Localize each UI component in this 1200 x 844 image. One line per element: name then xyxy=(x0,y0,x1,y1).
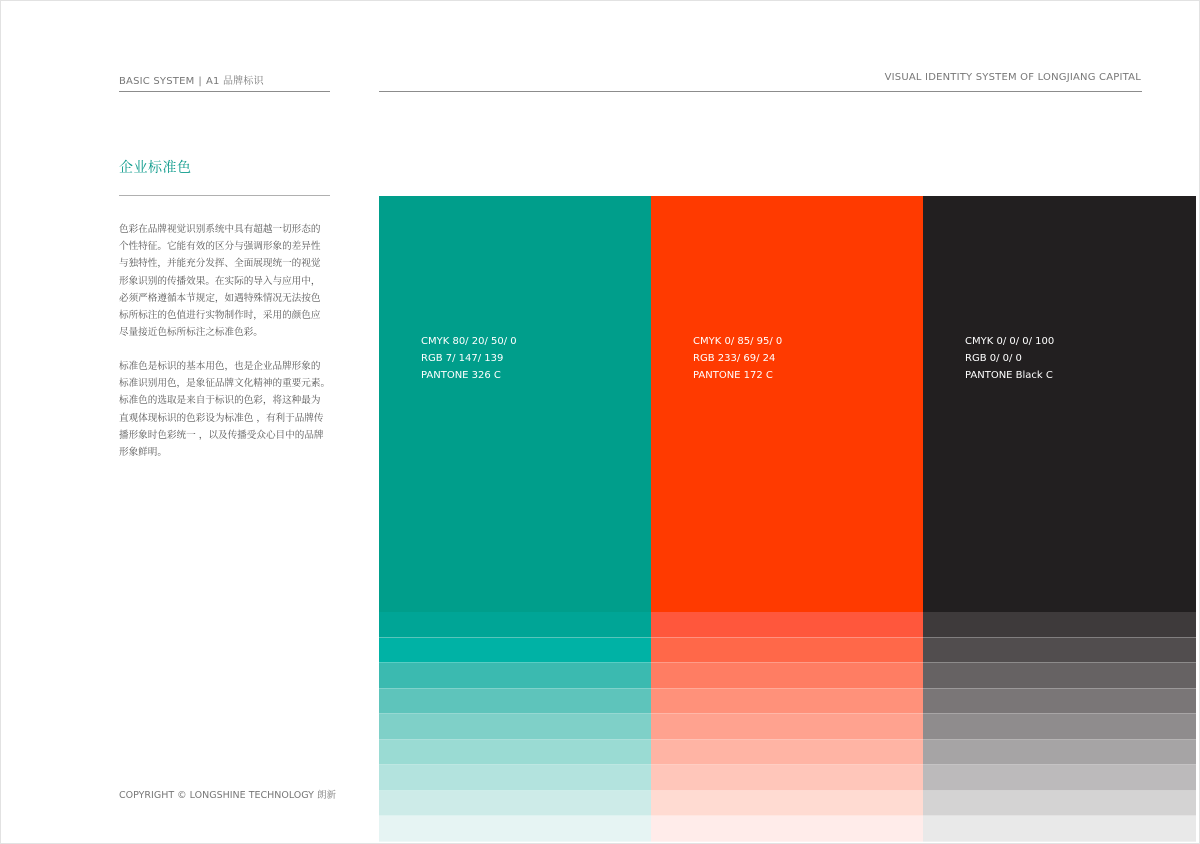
header-right-title: VISUAL IDENTITY SYSTEM OF LONGJIANG CAPITAL xyxy=(884,72,1141,83)
color-spec-red-orange xyxy=(693,333,782,384)
tint-strip xyxy=(923,638,1196,664)
tint-strip xyxy=(923,816,1196,842)
color-column-teal xyxy=(379,196,651,844)
tint-strip xyxy=(923,612,1196,638)
tint-strip xyxy=(651,816,923,842)
tint-strip xyxy=(379,689,651,715)
text-line: 与独特性，并能充分发挥、全面展现统一的视觉 xyxy=(119,258,321,270)
tint-strip xyxy=(379,612,651,638)
tint-strip xyxy=(379,765,651,791)
tint-strip xyxy=(651,663,923,689)
tint-strip xyxy=(923,663,1196,689)
tint-strip xyxy=(651,612,923,638)
header-left xyxy=(119,72,264,87)
tint-strip xyxy=(923,714,1196,740)
text-line: 标所标注的色值进行实物制作时，采用的颜色应 xyxy=(119,310,321,322)
section-title-rule xyxy=(119,195,330,196)
text-line: 形象识别的传播效果。在实际的导入与应用中， xyxy=(119,275,321,287)
text-line: 标准色的选取是来自于标识的色彩，将这种最为 xyxy=(119,395,321,407)
color-swatch-area xyxy=(379,196,1196,844)
text-line: 直观体现标识的色彩设为标准色 ，有利于品牌传 xyxy=(119,412,324,424)
rgb-value: RGB 0/ 0/ 0 xyxy=(965,353,1022,364)
text-line: 色彩在品牌视觉识别系统中具有超越一切形态的 xyxy=(119,224,321,235)
tint-strip xyxy=(379,740,651,766)
tint-strip xyxy=(379,663,651,689)
swatch-main-teal xyxy=(379,196,651,612)
text-line: 播形象时色彩统一 ，以及传播受众心目中的品牌 xyxy=(119,429,324,441)
tint-strip xyxy=(651,714,923,740)
rgb-value: RGB 7/ 147/ 139 xyxy=(421,353,504,364)
body-paragraph-2 xyxy=(119,358,333,461)
header-rule-left xyxy=(119,91,330,92)
text-line: 标准识别用色，是象征品牌文化精神的重要元素。 xyxy=(119,378,331,390)
color-column-black xyxy=(923,196,1196,844)
tint-strip xyxy=(923,689,1196,715)
text-line: 必须严格遵循本节规定，如遇特殊情况无法按色 xyxy=(119,292,321,304)
section-title: 企业标准色 xyxy=(119,160,192,176)
tint-strip xyxy=(651,638,923,664)
tint-strip xyxy=(651,791,923,817)
text-line: 尽量接近色标所标注之标准色彩。 xyxy=(119,327,263,339)
color-spec-black xyxy=(965,333,1054,384)
tint-strip xyxy=(923,791,1196,817)
header-section-label: A1 品牌标识 xyxy=(206,76,264,87)
tint-strip xyxy=(651,740,923,766)
pantone-value: PANTONE 326 C xyxy=(421,370,501,381)
header-rule-right xyxy=(379,91,1142,92)
text-line: 形象鲜明。 xyxy=(119,447,167,459)
text-line: 个性特征。它能有效的区分与强调形象的差异性 xyxy=(119,241,321,253)
tint-strip xyxy=(379,638,651,664)
header-divider: | xyxy=(198,76,202,87)
rgb-value: RGB 233/ 69/ 24 xyxy=(693,353,776,364)
color-column-red-orange xyxy=(651,196,923,844)
tint-strip xyxy=(651,765,923,791)
pantone-value: PANTONE Black C xyxy=(965,370,1053,381)
tint-strip xyxy=(923,765,1196,791)
copyright-text: COPYRIGHT © LONGSHINE TECHNOLOGY 朗新 xyxy=(119,790,336,801)
tint-strip xyxy=(379,714,651,740)
cmyk-value: CMYK 80/ 20/ 50/ 0 xyxy=(421,336,517,347)
tint-strip xyxy=(379,816,651,842)
text-line: 标准色是标识的基本用色，也是企业品牌形象的 xyxy=(119,361,321,372)
cmyk-value: CMYK 0/ 0/ 0/ 100 xyxy=(965,336,1055,347)
tint-strip xyxy=(923,740,1196,766)
pantone-value: PANTONE 172 C xyxy=(693,370,773,381)
swatch-main-black xyxy=(923,196,1196,612)
swatch-main-red-orange xyxy=(651,196,923,612)
body-paragraph-1 xyxy=(119,221,333,341)
cmyk-value: CMYK 0/ 85/ 95/ 0 xyxy=(693,336,783,347)
color-spec-teal xyxy=(421,333,517,384)
header-system-label: BASIC SYSTEM xyxy=(119,76,195,87)
tint-strip xyxy=(379,791,651,817)
tint-strip xyxy=(651,689,923,715)
